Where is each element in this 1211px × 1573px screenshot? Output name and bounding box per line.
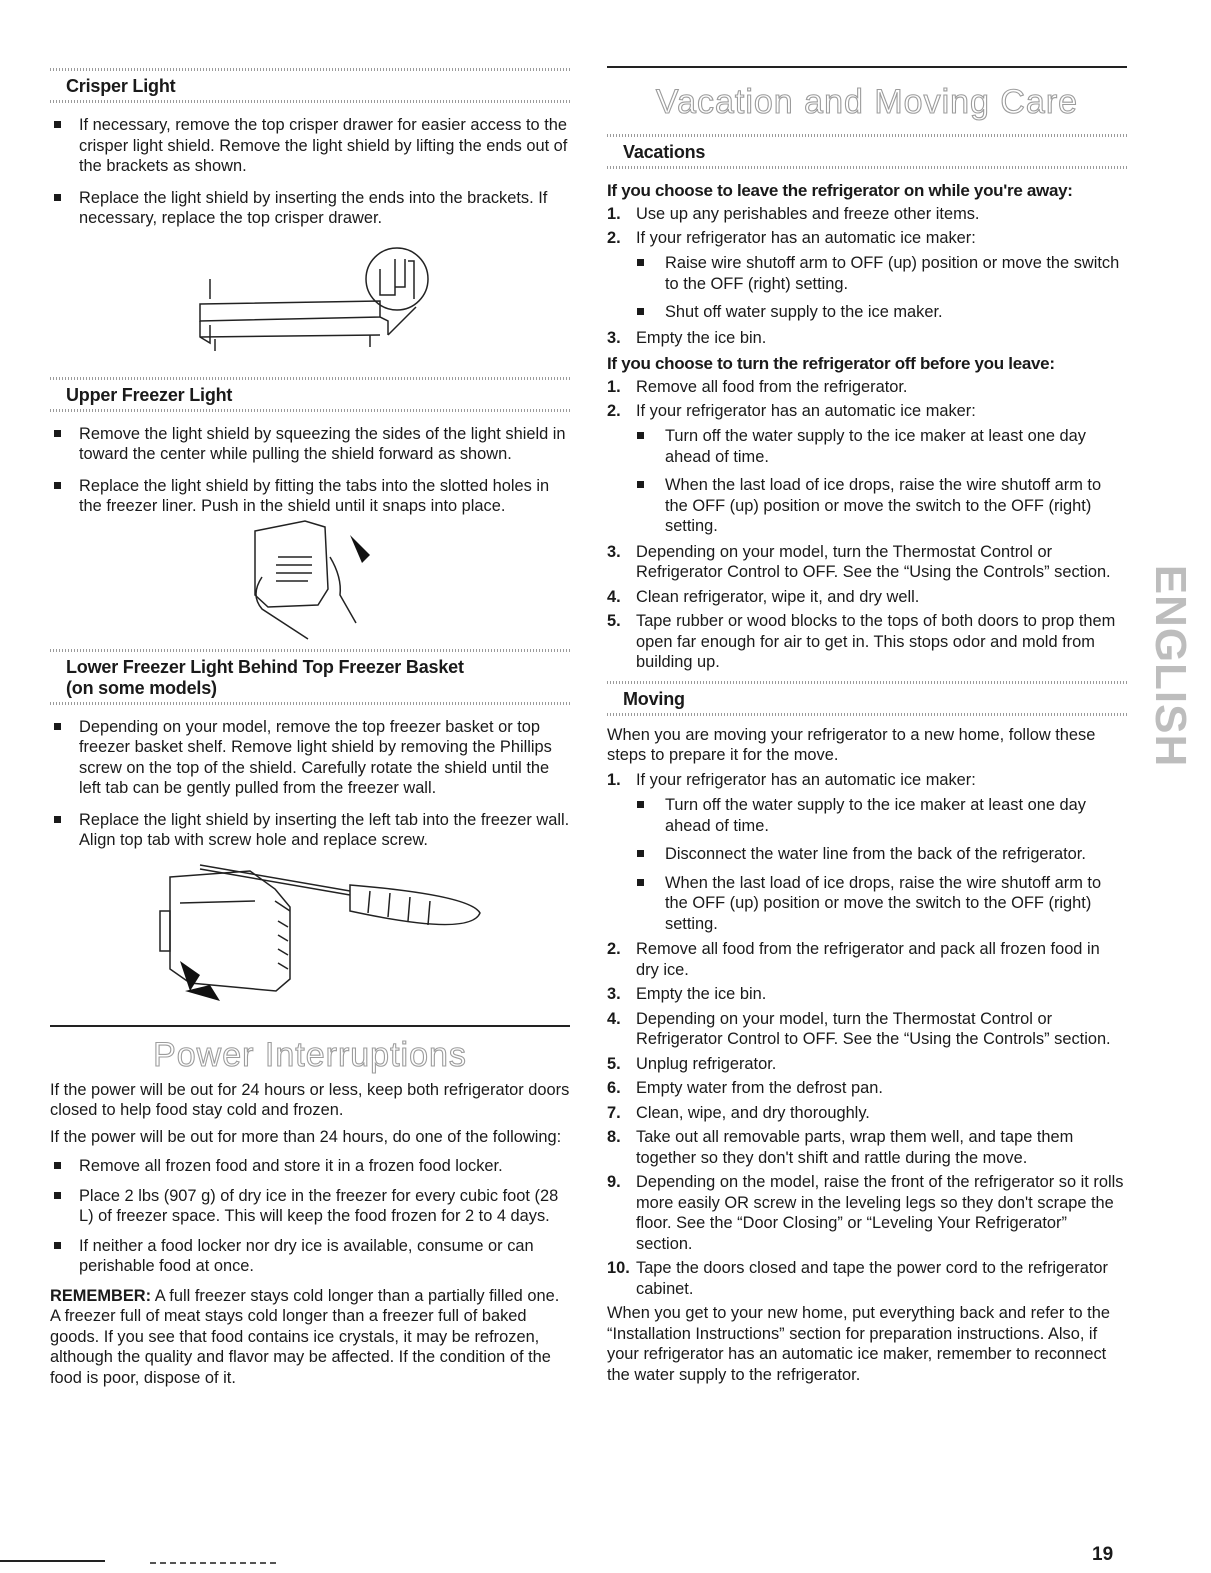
remember-label: REMEMBER: xyxy=(50,1286,152,1305)
power-paragraph-2: If the power will be out for more than 24 hours, do one of the following: xyxy=(50,1127,562,1146)
leave-on-step-1: 1. Use up any perishables and freeze other items. xyxy=(607,205,980,223)
leave-on-step-2: 2. If your refrigerator has an automatic ice maker: xyxy=(607,228,976,247)
lower-freezer-light-heading xyxy=(50,649,570,705)
language-side-tab: ENGLISH xyxy=(1146,564,1195,768)
turn-off-step-1: 1. Remove all food from the refrigerator. xyxy=(607,378,908,396)
vacations-heading: Vacations xyxy=(607,134,1127,169)
moving-step-4: 4. Depending on your model, turn the Thermostat Control or Refrigerator Control to OFF. See the “Using the Controls” section. xyxy=(607,1009,1111,1048)
power-bullet-1: Remove all frozen food and store it in a frozen food locker. xyxy=(50,1156,570,1177)
lower-bullet-2: Replace the light shield by inserting the left tab into the freezer wall. Align top tab with screw hole and replace screw. xyxy=(50,810,570,851)
upper-freezer-light-heading: Upper Freezer Light xyxy=(50,377,570,412)
power-interruptions-title: Power Interruptions xyxy=(153,1035,467,1074)
leave-on-heading: If you choose to leave the refrigerator on while you're away: xyxy=(607,181,1073,200)
turn-off-step-4: 4. Clean refrigerator, wipe it, and dry well. xyxy=(607,587,920,606)
lower-heading-line-2: (on some models) xyxy=(66,677,217,698)
power-bullet-2: Place 2 lbs (907 g) of dry ice in the freezer for every cubic foot (28 L) of freezer space. This will keep the food frozen for 2 to 4 days. xyxy=(50,1186,570,1227)
right-column xyxy=(607,62,1127,1385)
crisper-light-heading: Crisper Light xyxy=(50,68,570,103)
moving-sub-1: Turn off the water supply to the ice maker at least one day ahead of time. xyxy=(607,795,1127,836)
turn-off-step-3: 3. Depending on your model, turn the Thermostat Control or Refrigerator Control to OFF. See the “Using the Controls” section. xyxy=(607,542,1111,581)
bottom-rule xyxy=(0,1560,105,1562)
remember-paragraph xyxy=(50,1286,570,1389)
crisper-bullet-1: If necessary, remove the top crisper drawer for easier access to the crisper light shield. Remove the light shield by lifting the ends out of the brackets as shown. xyxy=(50,115,570,177)
moving-sub-2: Disconnect the water line from the back of the refrigerator. xyxy=(607,844,1127,865)
turn-off-step-2: 2. If your refrigerator has an automatic ice maker: xyxy=(607,401,976,420)
crisper-bullet-2: Replace the light shield by inserting the ends into the brackets. If necessary, replace the top crisper drawer. xyxy=(50,188,570,229)
moving-step-10: 10. Tape the doors closed and tape the power cord to the refrigerator cabinet. xyxy=(607,1259,1108,1298)
moving-step-6: 6. Empty water from the defrost pan. xyxy=(607,1079,883,1097)
power-paragraph-1: If the power will be out for 24 hours or less, keep both refrigerator doors closed to help food stay cold and frozen. xyxy=(50,1080,570,1119)
crisper-light-illustration xyxy=(50,229,570,369)
moving-step-7: 7. Clean, wipe, and dry thoroughly. xyxy=(607,1103,870,1122)
turn-off-step-5: 5. Tape rubber or wood blocks to the tops of both doors to prop them open far enough for air to get in. This stops odor and mold from building up. xyxy=(607,612,1116,671)
leave-on-sub-2: Shut off water supply to the ice maker. xyxy=(607,302,1127,323)
lower-heading-line-1: Lower Freezer Light Behind Top Freezer Basket xyxy=(66,656,464,677)
moving-intro: When you are moving your refrigerator to a new home, follow these steps to prepare it for the move. xyxy=(607,725,1096,764)
moving-step-9: 9. Depending on the model, raise the front of the refrigerator so it rolls more easily OR screw in the leveling legs so they don't scrape the floor. See the “Door Closing” or “Leveling Your Refrigerator” section. xyxy=(607,1173,1124,1253)
page-number: 19 xyxy=(1092,1544,1114,1565)
upper-freezer-light-illustration xyxy=(50,517,570,645)
moving-step-2: 2. Remove all food from the refrigerator and pack all frozen food in dry ice. xyxy=(607,940,1100,979)
moving-heading: Moving xyxy=(607,681,1127,716)
turn-off-heading: If you choose to turn the refrigerator off before you leave: xyxy=(607,354,1055,373)
remember-text: A full freezer stays cold longer than a partially filled one. A freezer full of meat stays cold longer than a freezer full of baked goods. If you see that food contains ice crystals, it may be refrozen, although the quality and flavor may be affected. If the condition of the food is poor, dispose of it. xyxy=(50,1286,560,1387)
moving-step-1: 1. If your refrigerator has an automatic ice maker: xyxy=(607,770,976,789)
bottom-dotted-rule xyxy=(150,1562,280,1564)
moving-sub-3: When the last load of ice drops, raise the wire shutoff arm to the OFF (up) position or move the switch to the OFF (right) setting. xyxy=(607,873,1127,935)
turn-off-sub-1: Turn off the water supply to the ice maker at least one day ahead of time. xyxy=(607,426,1127,467)
vacation-moving-title: Vacation and Moving Care xyxy=(655,83,1079,121)
leave-on-step-3: 3. Empty the ice bin. xyxy=(607,328,767,347)
moving-step-5: 5. Unplug refrigerator. xyxy=(607,1054,777,1073)
moving-step-3: 3. Empty the ice bin. xyxy=(607,985,767,1003)
leave-on-sub-1: Raise wire shutoff arm to OFF (up) position or move the switch to the OFF (right) setting. xyxy=(607,253,1127,294)
power-bullet-3: If neither a food locker nor dry ice is available, consume or can perishable food at once. xyxy=(50,1236,570,1277)
turn-off-sub-2: When the last load of ice drops, raise the wire shutoff arm to the OFF (up) position or move the switch to the OFF (right) setting. xyxy=(607,475,1127,537)
lower-bullet-1: Depending on your model, remove the top freezer basket or top freezer basket shelf. Remove light shield by removing the Phillips screw on the top of the shield. Carefully rotate the shield until the left tab can be gently pulled from the freezer wall. xyxy=(50,717,570,799)
moving-outro: When you get to your new home, put everything back and refer to the “Installation Instructions” section for preparation instructions. Also, if your refrigerator has an automatic ice maker, remember to reconnect the water supply to the refrigerator. xyxy=(607,1304,1110,1384)
left-column xyxy=(50,62,570,1388)
lower-freezer-light-illustration xyxy=(50,851,570,1019)
upper-bullet-1: Remove the light shield by squeezing the sides of the light shield in toward the center while pulling the shield forward as shown. xyxy=(50,424,570,465)
upper-bullet-2: Replace the light shield by fitting the tabs into the slotted holes in the freezer liner. Push in the shield until it snaps into place. xyxy=(50,476,570,517)
moving-step-8: 8. Take out all removable parts, wrap them well, and tape them together so they don't shift and rattle during the move. xyxy=(607,1128,1074,1167)
